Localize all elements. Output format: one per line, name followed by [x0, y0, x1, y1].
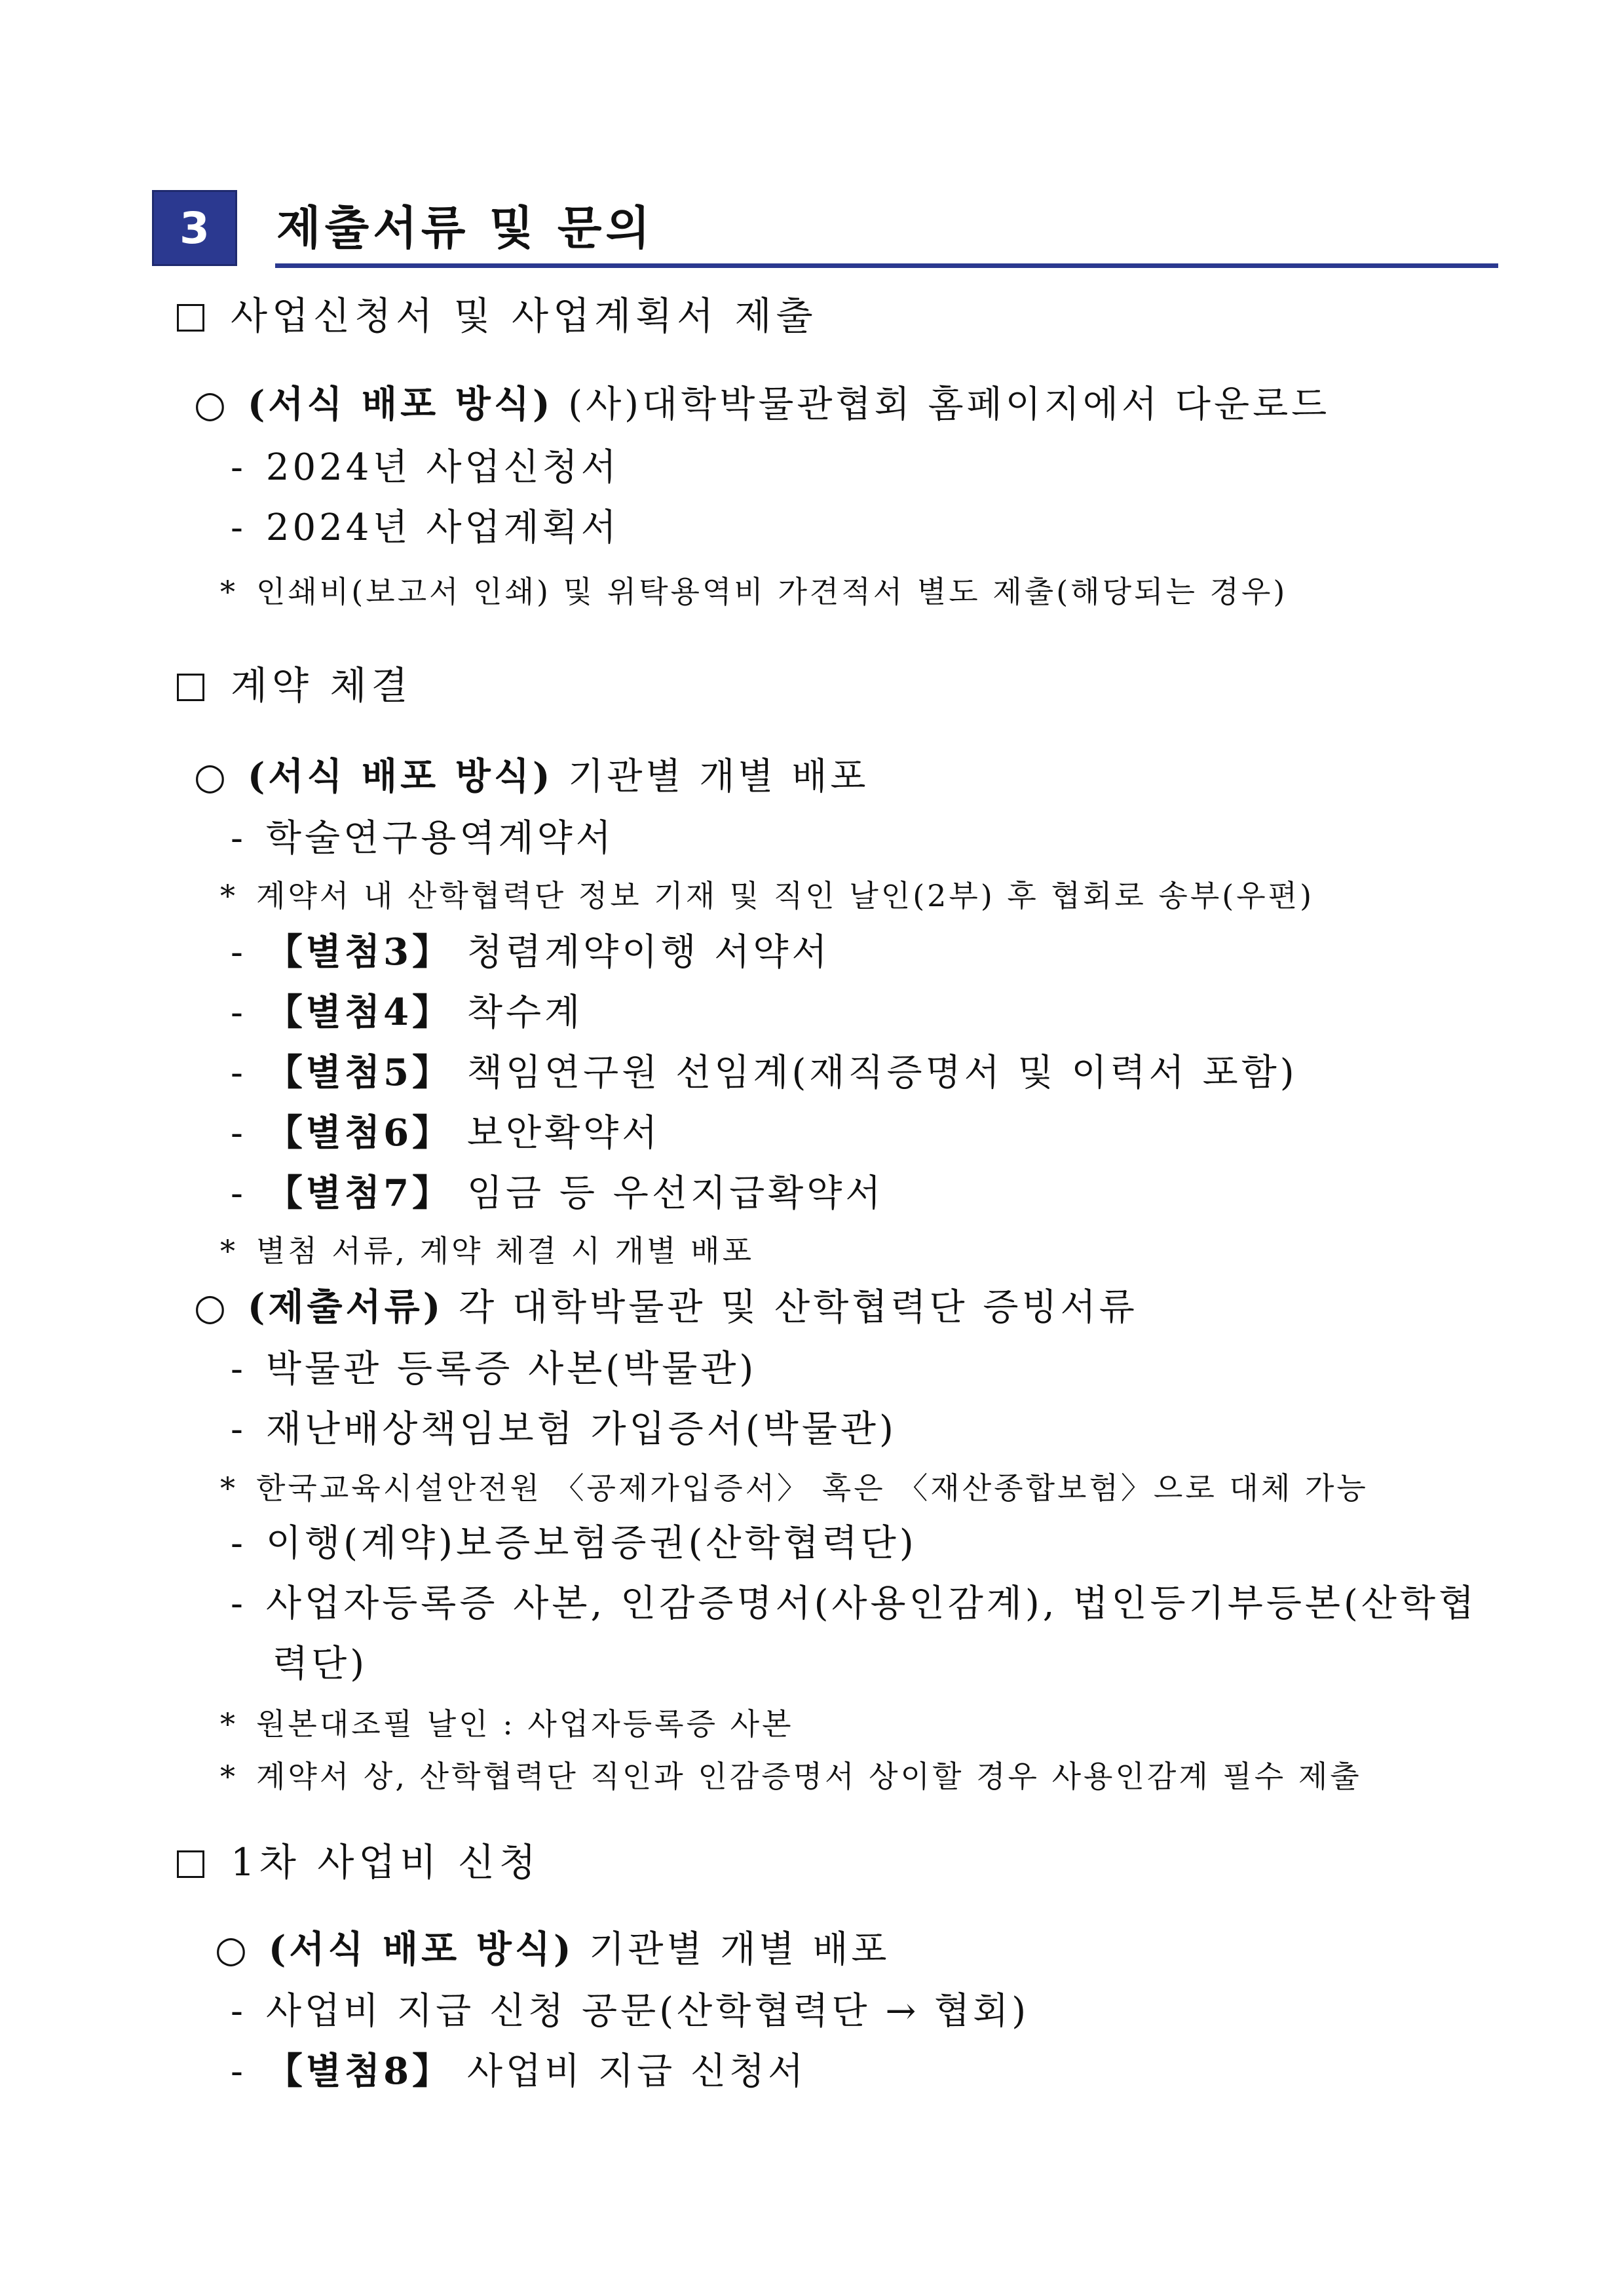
dash-item — [231, 1582, 1477, 1626]
dash-item — [231, 1521, 917, 1565]
item-text: 각 대학박물관 및 산학협력단 증빙서류 — [444, 1286, 1138, 1329]
circle-item — [194, 383, 1330, 427]
note-bullet: * — [220, 1706, 238, 1742]
attachment-label: 【별첨5】 — [265, 1051, 453, 1094]
note-item — [220, 1470, 1369, 1506]
dash-item — [231, 446, 620, 489]
dash-item — [231, 1172, 884, 1215]
attachment-label: 【별첨7】 — [265, 1172, 453, 1215]
dash-bullet: - — [231, 1582, 246, 1625]
circle-bullet: ○ — [194, 1286, 229, 1329]
dash-item — [231, 1989, 1029, 2033]
dash-bullet: - — [231, 507, 246, 549]
item-text: 기관별 개별 배포 — [553, 756, 869, 798]
note-text: 한국교육시설안전원 〈공제가입증서〉 혹은 〈재산종합보험〉으로 대체 가능 — [256, 1470, 1369, 1506]
dash-bullet: - — [231, 446, 246, 489]
item-text: 기관별 개별 배포 — [574, 1928, 890, 1971]
item-text: 력단) — [273, 1643, 368, 1685]
dash-bullet: - — [231, 1408, 246, 1451]
item-text: 2024년 사업신청서 — [265, 446, 620, 489]
item-text: 사업자등록증 사본, 인감증명서(사용인감계), 법인등기부등본(산학협 — [265, 1582, 1478, 1625]
item-text: 사업비 지급 신청 공문(산학협력단 → 협회) — [265, 1990, 1030, 2033]
item-text: 2024년 사업계획서 — [265, 507, 620, 549]
continuation-line — [273, 1642, 368, 1686]
checkbox-square-icon — [177, 1850, 204, 1878]
item-text: 학술연구용역계약서 — [265, 817, 614, 860]
note-item — [220, 1233, 754, 1269]
note-bullet: * — [220, 574, 238, 609]
heading-first-budget — [177, 1840, 540, 1886]
dash-bullet: - — [231, 817, 246, 860]
item-text: 이행(계약)보증보험증권(산학협력단) — [265, 1522, 917, 1565]
dash-item — [231, 991, 583, 1035]
item-text: 착수계 — [452, 991, 584, 1034]
attachment-label: 【별첨6】 — [265, 1111, 453, 1155]
item-text: 책임연구원 선임계(재직증명서 및 이력서 포함) — [452, 1052, 1298, 1094]
item-text: 재난배상책임보험 가입증서(박물관) — [265, 1408, 897, 1451]
attachment-label: 【별첨3】 — [265, 930, 453, 974]
item-text: 박물관 등록증 사본(박물관) — [265, 1348, 757, 1390]
item-bold-label: (서식 배포 방식) — [247, 755, 554, 798]
note-item — [220, 1759, 1362, 1795]
checkbox-square-icon — [177, 304, 204, 332]
circle-item — [194, 755, 869, 799]
note-text: 계약서 상, 산학협력단 직인과 인감증명서 상이할 경우 사용인감계 필수 제출 — [256, 1759, 1362, 1794]
dash-item — [231, 2050, 806, 2094]
item-text: 보안확약서 — [452, 1112, 661, 1155]
dash-bullet: - — [231, 1112, 246, 1155]
heading-contract — [177, 663, 413, 709]
section-number-badge: 3 — [152, 190, 237, 266]
dash-bullet: - — [231, 1052, 246, 1094]
circle-bullet: ○ — [194, 383, 229, 426]
item-bold-label: (서식 배포 방식) — [268, 1928, 575, 1971]
dash-item — [231, 1407, 897, 1451]
heading-text: 1차 사업비 신청 — [231, 1840, 540, 1885]
note-text: 원본대조필 날인 : 사업자등록증 사본 — [256, 1706, 794, 1742]
note-text: 별첨 서류, 계약 체결 시 개별 배포 — [256, 1233, 755, 1269]
dash-item — [231, 1111, 660, 1155]
heading-submission — [177, 294, 818, 339]
heading-text: 계약 체결 — [231, 663, 413, 708]
note-item — [220, 574, 1287, 610]
note-bullet: * — [220, 1470, 238, 1506]
attachment-label: 【별첨4】 — [265, 991, 453, 1034]
note-item — [220, 878, 1314, 914]
dash-item — [231, 1347, 757, 1391]
item-text: 사업비 지급 신청서 — [452, 2050, 807, 2093]
dash-item — [231, 506, 620, 550]
item-text: 임금 등 우선지급확약서 — [452, 1172, 884, 1215]
checkbox-square-icon — [177, 674, 204, 701]
note-bullet: * — [220, 1233, 238, 1269]
circle-item — [194, 1286, 1138, 1330]
section-underline — [275, 263, 1498, 268]
circle-bullet: ○ — [215, 1928, 250, 1971]
circle-bullet: ○ — [194, 756, 229, 798]
dash-bullet: - — [231, 1172, 246, 1215]
item-text: (사)대학박물관협회 홈페이지에서 다운로드 — [553, 383, 1331, 426]
attachment-label: 【별첨8】 — [265, 2050, 453, 2093]
dash-bullet: - — [231, 931, 246, 974]
heading-text: 사업신청서 및 사업계획서 제출 — [231, 294, 818, 338]
item-bold-label: (제출서류) — [247, 1286, 444, 1329]
dash-item — [231, 930, 831, 974]
dash-bullet: - — [231, 2050, 246, 2093]
section-title: 제출서류 및 문의 — [276, 201, 654, 255]
dash-bullet: - — [231, 1522, 246, 1565]
section-header — [152, 190, 1498, 275]
circle-item — [215, 1928, 890, 1972]
dash-item — [231, 1051, 1298, 1095]
note-bullet: * — [220, 878, 238, 913]
item-text: 청렴계약이행 서약서 — [452, 931, 831, 974]
note-bullet: * — [220, 1759, 238, 1794]
dash-item — [231, 816, 614, 860]
note-text: 인쇄비(보고서 인쇄) 및 위탁용역비 가견적서 별도 제출(해당되는 경우) — [256, 574, 1288, 609]
note-text: 계약서 내 산학협력단 정보 기재 및 직인 날인(2부) 후 협회로 송부(우편) — [256, 878, 1315, 913]
dash-bullet: - — [231, 1990, 246, 2033]
item-bold-label: (서식 배포 방식) — [247, 383, 554, 426]
dash-bullet: - — [231, 991, 246, 1034]
note-item — [220, 1706, 794, 1742]
dash-bullet: - — [231, 1348, 246, 1390]
